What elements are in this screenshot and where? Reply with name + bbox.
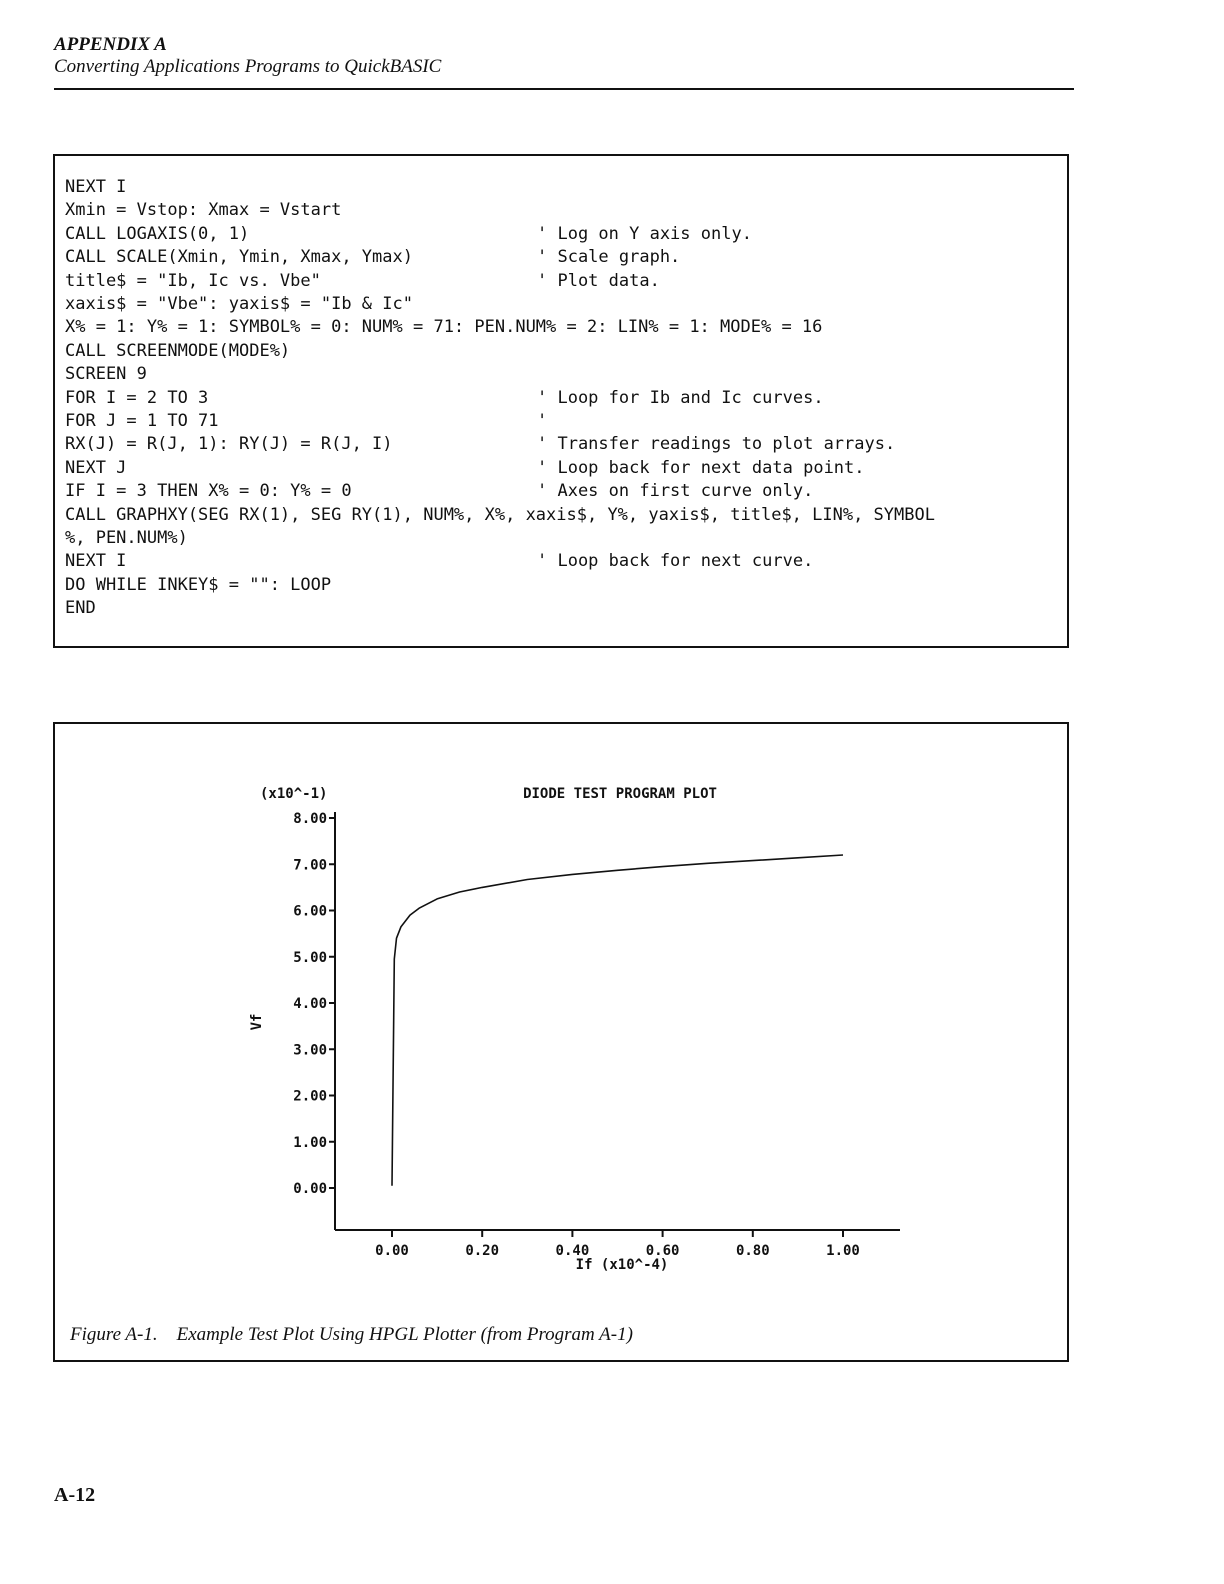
code-line: FOR J = 1 TO 71 [65,411,219,431]
x-tick-label: 0.80 [735,1243,770,1259]
code-line: RX(J) = R(J, 1): RY(J) = R(J, I) [65,434,393,455]
code-line: Xmin = Vstop: Xmax = Vstart [65,200,342,221]
y-multiplier-label: (x10^-1) [260,786,328,802]
code-line: CALL SCREENMODE(MODE%) [65,340,291,361]
y-tick-label: 8.00 [293,811,327,827]
code-comment: ' Transfer readings to plot arrays. [537,434,896,455]
code-line: NEXT J [65,457,127,478]
code-line: END [65,598,96,619]
code-comment: ' Log on Y axis only. [537,223,752,244]
code-listing [53,154,1069,648]
y-tick-label: 5.00 [293,949,327,966]
code-line: xaxis$ = "Vbe": yaxis$ = "Ib & Ic" [65,294,413,314]
code-line: FOR I = 2 TO 3 [65,387,209,408]
code-comment: ' Loop back for next curve. [537,551,814,572]
code-comment: ' Scale graph. [537,247,681,268]
x-axis-label: If (x10^-4) [575,1257,669,1273]
code-line: CALL SCALE(Xmin, Ymin, Xmax, Ymax) [65,247,413,268]
code-comment: ' Loop for Ib and Ic curves. [537,387,824,408]
code-line: SCREEN 9 [65,364,147,385]
code-line: DO WHILE INKEY$ = "": LOOP [65,574,332,595]
y-tick-label: 2.00 [293,1088,327,1105]
code-line: X% = 1: Y% = 1: SYMBOL% = 0: NUM% = 71: PEN.NUM% = 2: LIN% = 1: MODE% = 16 [65,317,823,338]
page-number: A-12 [54,1484,96,1506]
code-line: NEXT I [65,177,127,197]
series-line-vf [392,855,843,1186]
y-tick-label: 3.00 [293,1042,327,1059]
appendix-subtitle: Converting Applications Programs to QuickBASIC [54,56,442,77]
code-comment: ' Loop back for next data point. [537,457,865,478]
page-header [54,34,1074,78]
diode-plot [55,724,1067,1314]
code-line: CALL LOGAXIS(0, 1) [65,223,250,244]
x-tick-label: 0.40 [555,1243,590,1259]
x-tick-label: 0.00 [375,1243,409,1259]
chart-title: DIODE TEST PROGRAM PLOT [523,786,717,802]
x-tick-label: 1.00 [826,1243,860,1259]
y-axis-label: Vf [249,1013,265,1031]
y-tick-label: 4.00 [293,996,327,1012]
code-line: title$ = "Ib, Ic vs. Vbe" [65,270,321,291]
code-comment: ' Axes on first curve only. [537,481,814,502]
y-tick-label: 0.00 [293,1181,327,1197]
figure-a1 [53,722,1069,1362]
appendix-label: APPENDIX A [54,34,167,55]
header-rule [54,88,1074,90]
code-line: %, PEN.NUM%) [65,528,188,548]
figure-caption: Figure A-1. Example Test Plot Using HPGL Plotter (from Program A-1) [70,1324,633,1345]
y-tick-label: 1.00 [293,1134,327,1151]
code-line: IF I = 3 THEN X% = 0: Y% = 0 [65,481,352,502]
x-tick-label: 0.60 [645,1243,680,1259]
y-tick-label: 7.00 [293,857,327,874]
y-tick-label: 6.00 [293,903,327,920]
code-comment: ' Plot data. [537,270,660,291]
code-comment: ' [537,411,548,431]
code-line: CALL GRAPHXY(SEG RX(1), SEG RY(1), NUM%, X%, xaxis$, Y%, yaxis$, title$, LIN%, SYMBOL [65,504,935,525]
x-tick-label: 0.20 [465,1243,500,1259]
code-line: NEXT I [65,551,127,572]
